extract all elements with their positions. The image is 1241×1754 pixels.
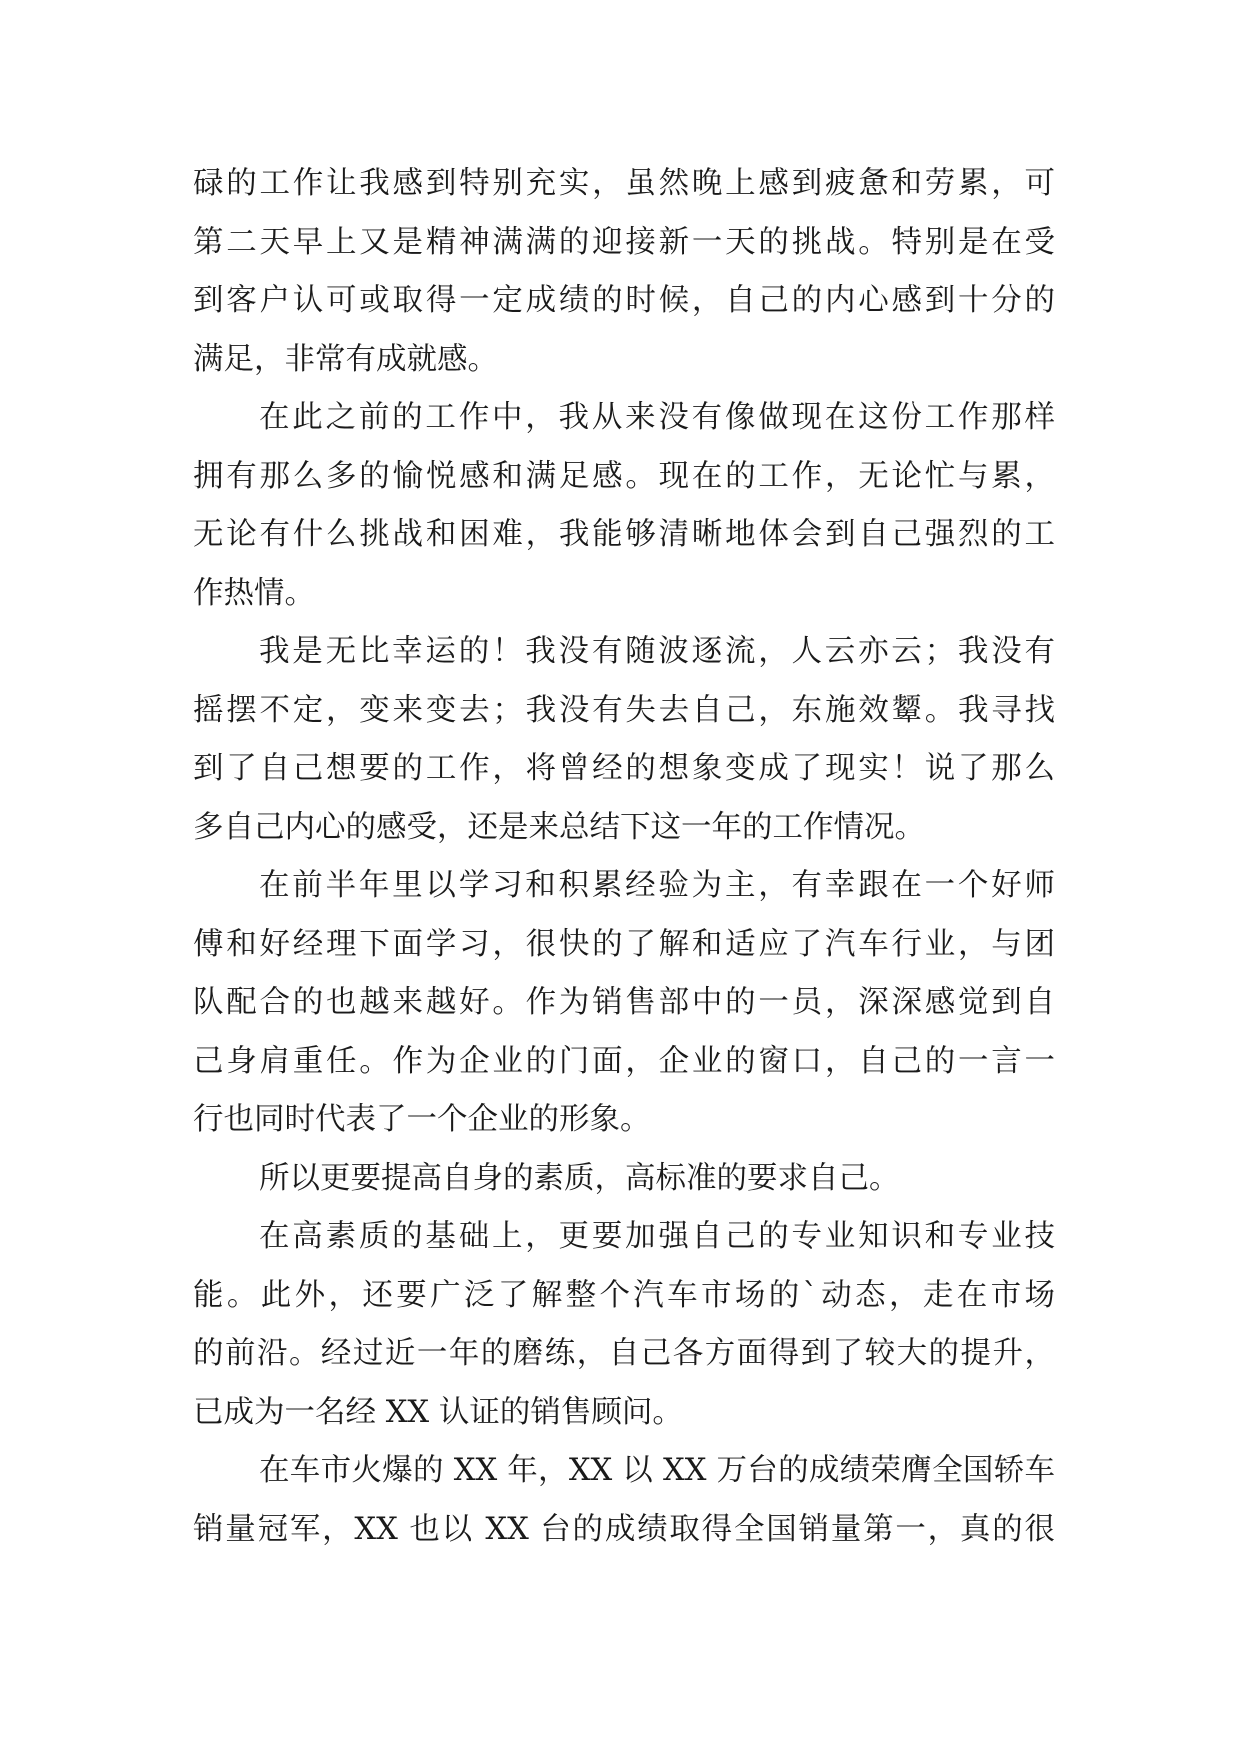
text-line: 己身肩重任。作为企业的门面，企业的窗口，自己的一言一 bbox=[193, 1043, 1055, 1079]
paragraph-first-line: 在前半年里以学习和积累经验为主，有幸跟在一个好师 bbox=[259, 868, 1055, 903]
text-line: 队配合的也越来越好。作为销售部中的一员，深深感觉到自 bbox=[193, 985, 1055, 1020]
text-line: 傅和好经理下面学习，很快的了解和适应了汽车行业，与团 bbox=[193, 926, 1055, 962]
text-line: 摇摆不定，变来变去；我没有失去自己，东施效颦。我寻找 bbox=[193, 692, 1055, 728]
text-line: 能。此外，还要广泛了解整个汽车市场的`动态，走在市场 bbox=[193, 1277, 1055, 1313]
text-line: 满足，非常有成就感。 bbox=[193, 341, 498, 377]
text-line: 多自己内心的感受，还是来总结下这一年的工作情况。 bbox=[193, 809, 925, 845]
document-body bbox=[193, 155, 1055, 1559]
text-line: 碌的工作让我感到特别充实，虽然晚上感到疲惫和劳累，可 bbox=[193, 166, 1055, 201]
paragraph-first-line: 我是无比幸运的！我没有随波逐流，人云亦云；我没有 bbox=[259, 634, 1055, 669]
text-line: 到客户认可或取得一定成绩的时候，自己的内心感到十分的 bbox=[193, 283, 1055, 318]
text-line: 行也同时代表了一个企业的形象。 bbox=[193, 1102, 651, 1137]
paragraph-first-line: 所以更要提高自身的素质，高标准的要求自己。 bbox=[259, 1160, 900, 1196]
text-line: 到了自己想要的工作，将曾经的想象变成了现实！说了那么 bbox=[193, 751, 1055, 786]
paragraph-first-line: 在高素质的基础上，更要加强自己的专业知识和专业技 bbox=[259, 1219, 1055, 1254]
paragraph-first-line: 在此之前的工作中，我从来没有像做现在这份工作那样 bbox=[259, 400, 1055, 435]
text-line: 的前沿。经过近一年的磨练，自己各方面得到了较大的提升， bbox=[193, 1336, 1055, 1371]
text-line: 销量冠军，XX 也以 XX 台的成绩取得全国销量第一，真的很 bbox=[193, 1511, 1055, 1547]
paragraph-first-line: 在车市火爆的 XX 年，XX 以 XX 万台的成绩荣膺全国轿车 bbox=[259, 1453, 1055, 1488]
text-line: 作热情。 bbox=[193, 575, 315, 611]
text-line: 无论有什么挑战和困难，我能够清晰地体会到自己强烈的工 bbox=[193, 517, 1055, 552]
text-line: 第二天早上又是精神满满的迎接新一天的挑战。特别是在受 bbox=[193, 224, 1055, 260]
text-line: 已成为一名经 XX 认证的销售顾问。 bbox=[193, 1394, 683, 1430]
text-line: 拥有那么多的愉悦感和满足感。现在的工作，无论忙与累， bbox=[193, 458, 1055, 494]
